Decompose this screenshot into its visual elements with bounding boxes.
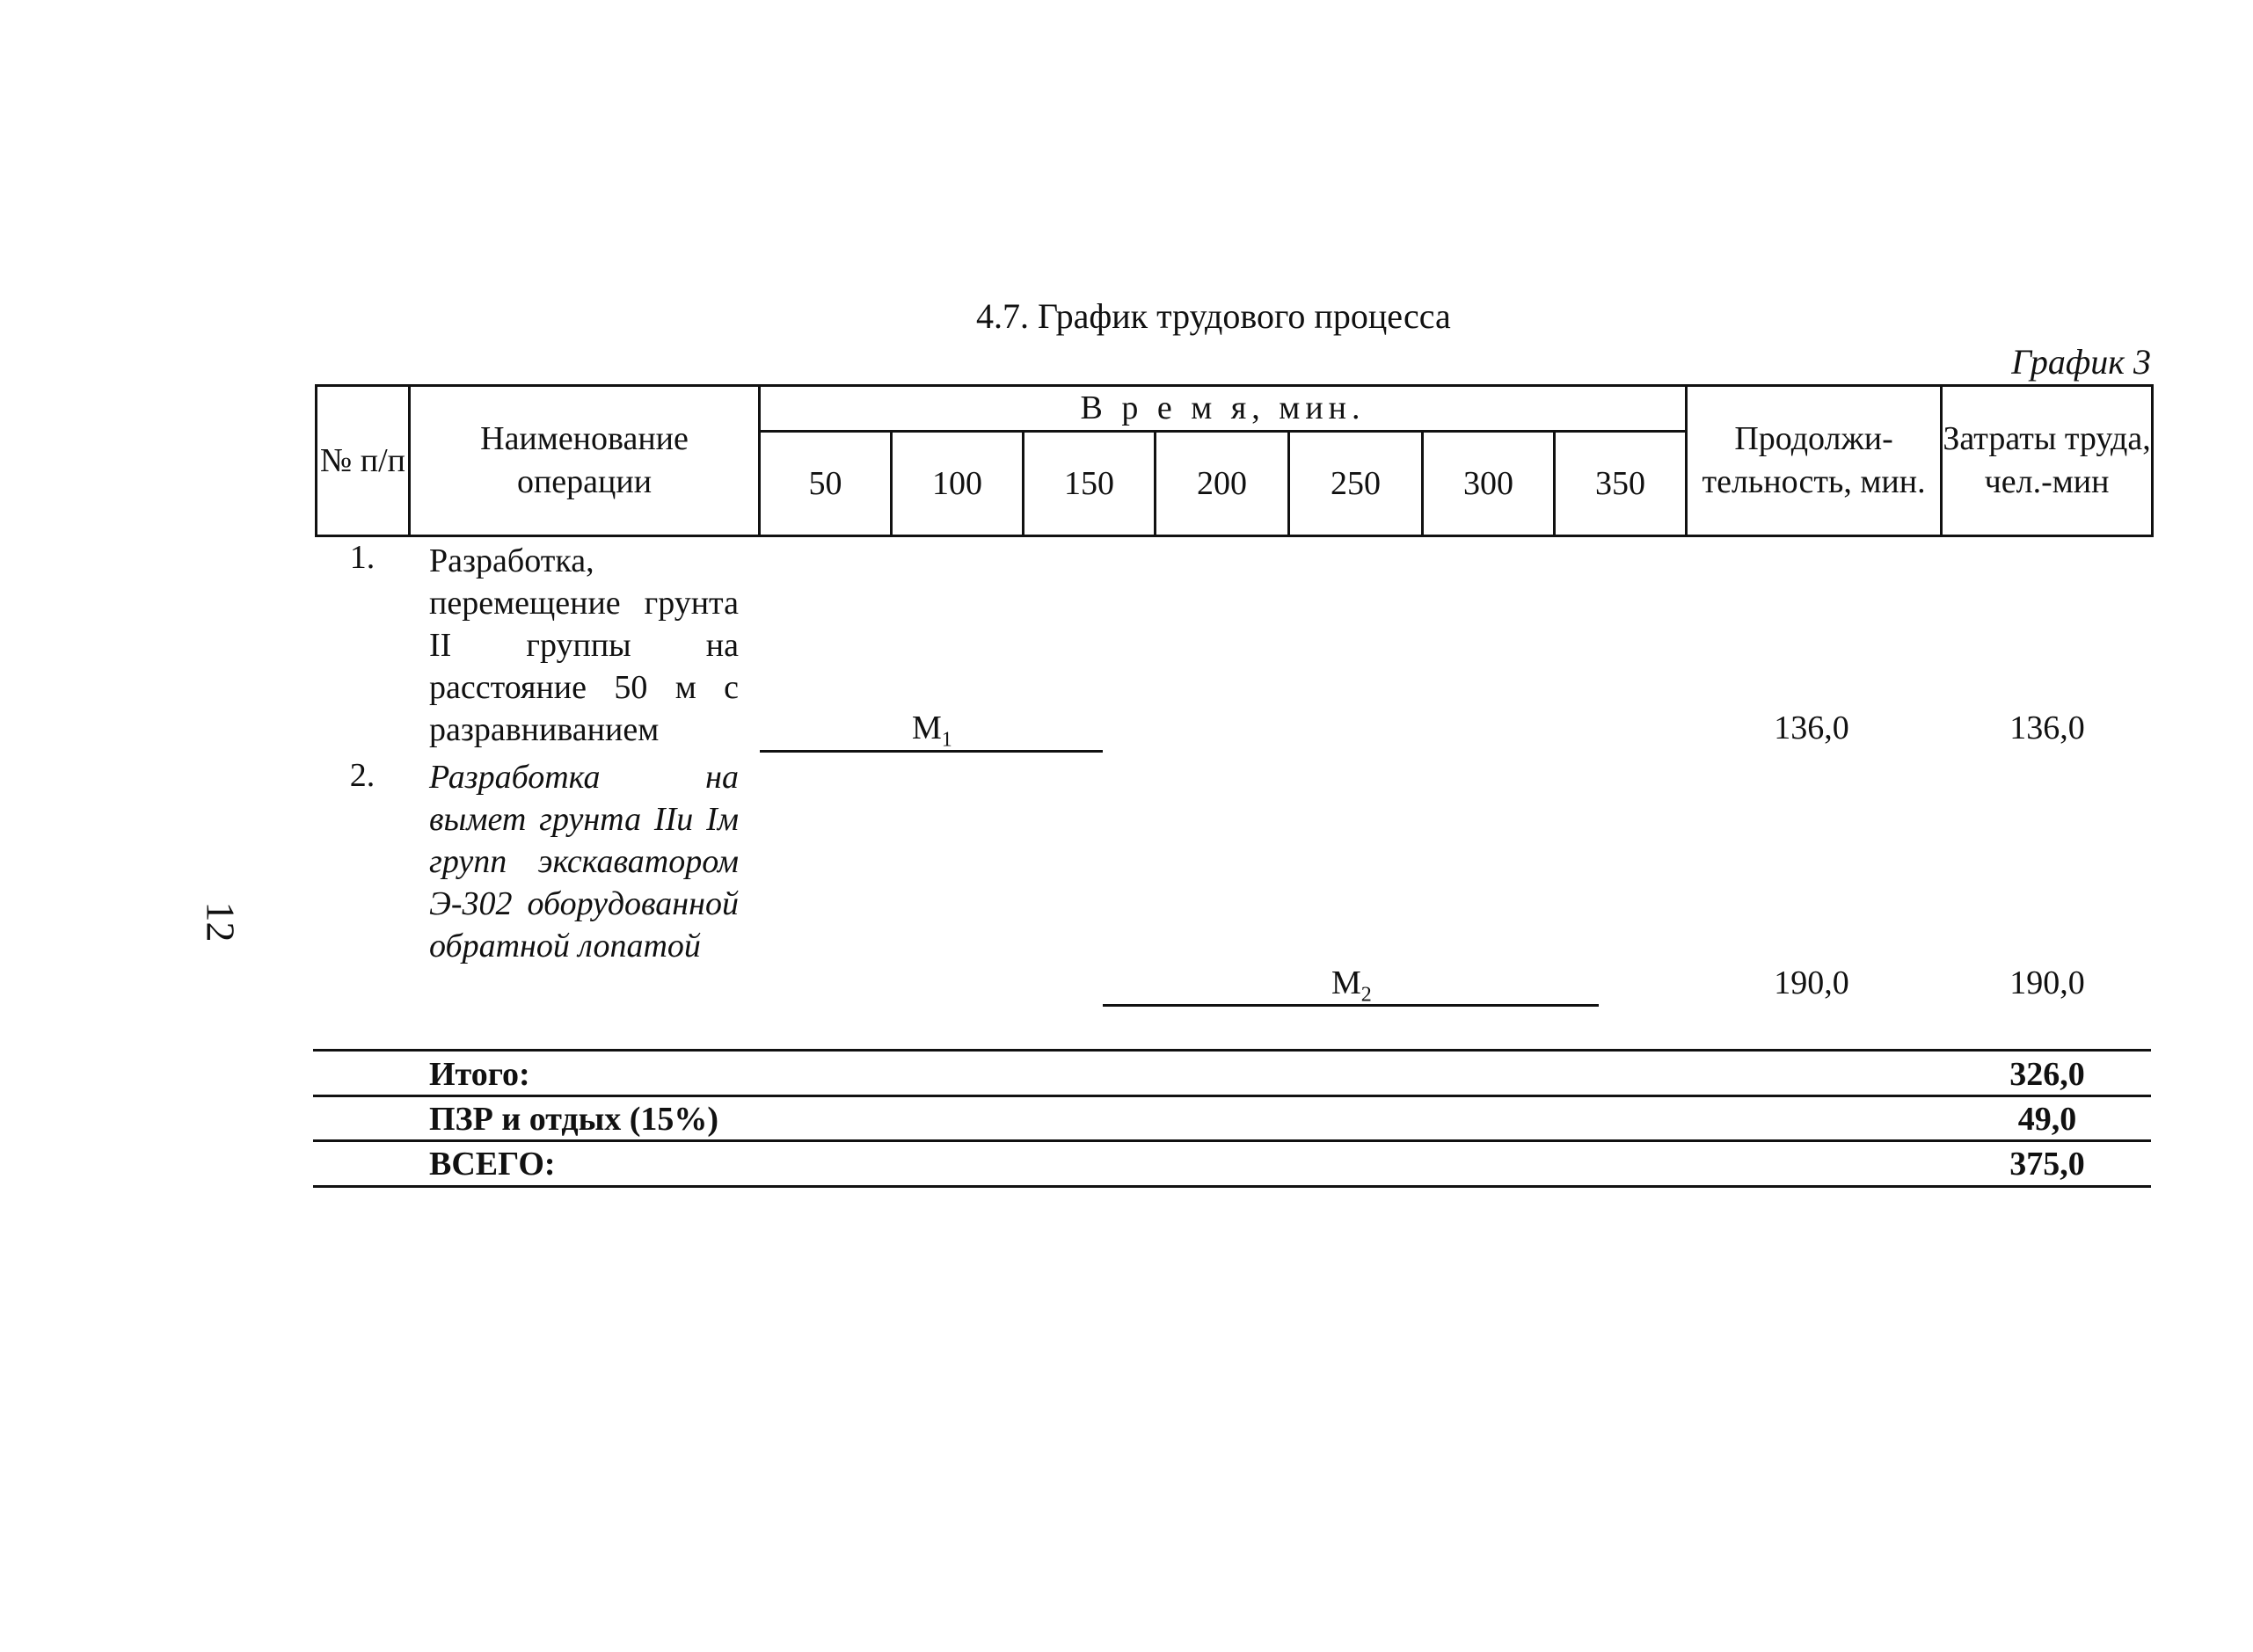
time-tick: 150 (1024, 432, 1156, 536)
row-1-bar-label: $M_1$ (912, 710, 952, 752)
summary-total-value: 326,0 (2009, 1056, 2085, 1093)
summary-rule (313, 1049, 2151, 1052)
document-title: 4.7. График трудового процесса (976, 296, 1451, 336)
time-tick: 300 (1423, 432, 1555, 536)
row-1-number: 1. (349, 539, 376, 576)
summary-rule (313, 1185, 2151, 1188)
page-number: 12 (198, 901, 244, 942)
summary-rest-label: ПЗР и отдых (15%) (429, 1101, 719, 1138)
summary-grand-total-label: ВСЕГО: (429, 1146, 556, 1183)
chart-label: График 3 (2011, 342, 2151, 382)
row-2-number: 2. (349, 757, 376, 794)
summary-grand-total-value: 375,0 (2009, 1146, 2085, 1183)
summary-total-label: Итого: (429, 1056, 530, 1093)
time-tick: 250 (1289, 432, 1423, 536)
schedule-header (315, 384, 2154, 537)
row-2-operation: Разработка на вымет грунта IIи Iм групп экскаватором Э-302 оборудованной обратной лопатой (429, 759, 739, 964)
time-tick: 100 (892, 432, 1024, 536)
header-time: В р е м я, мин. (760, 386, 1687, 432)
row-2-bar-label: $M_2$ (1331, 964, 1372, 1007)
row-2-labor: 190,0 (2009, 964, 2085, 1001)
row-1-duration: 136,0 (1774, 710, 1849, 746)
header-duration: Продолжи-тельность, мин. (1687, 386, 1942, 536)
row-1-labor: 136,0 (2009, 710, 2085, 746)
time-tick: 50 (760, 432, 892, 536)
time-tick: 350 (1555, 432, 1687, 536)
summary-rule (313, 1139, 2151, 1142)
header-operation-name: Наименование операции (410, 386, 760, 536)
summary-rule (313, 1095, 2151, 1097)
header-num: № п/п (317, 386, 410, 536)
time-tick: 200 (1156, 432, 1289, 536)
header-labor: Затраты труда, чел.-мин (1942, 386, 2153, 536)
row-1-operation: Разработка, перемещение грунта II группы на расстояние 50 м с разравниванием (429, 542, 739, 748)
summary-rest-value: 49,0 (2017, 1101, 2077, 1138)
row-2-duration: 190,0 (1774, 964, 1849, 1001)
